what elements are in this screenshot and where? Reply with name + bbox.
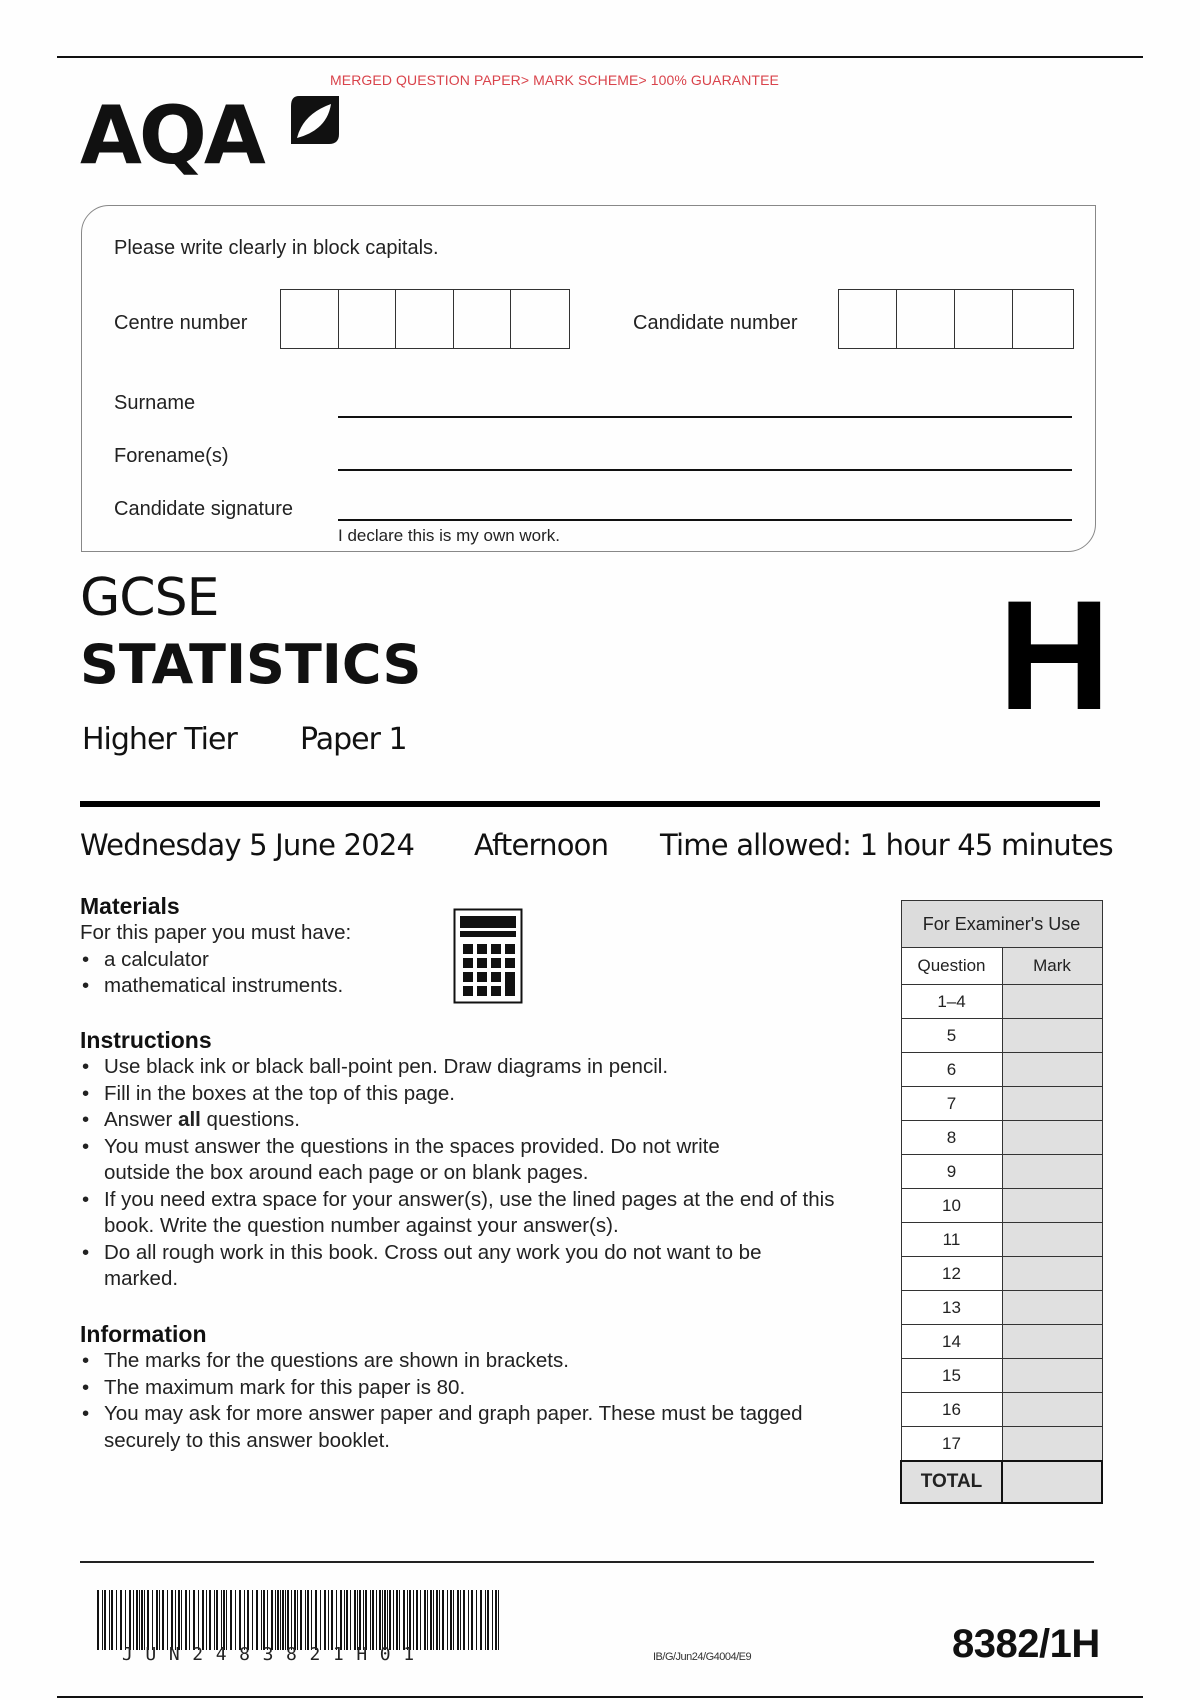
question-number-cell: 1–4 xyxy=(901,985,1002,1019)
bottom-rule xyxy=(57,1696,1143,1698)
barcode-bar xyxy=(263,1590,265,1650)
barcode-bar xyxy=(450,1590,452,1650)
examiner-table-row xyxy=(901,1121,1102,1155)
mark-cell[interactable] xyxy=(1002,1121,1102,1155)
barcode-bar xyxy=(252,1590,253,1650)
instruction-text: Answer xyxy=(104,1108,179,1131)
barcode-bar xyxy=(223,1590,225,1650)
barcode-bar xyxy=(297,1590,298,1650)
tier-label: Higher Tier xyxy=(82,722,237,757)
question-number-cell: 9 xyxy=(901,1155,1002,1189)
question-number-cell: 12 xyxy=(901,1257,1002,1291)
barcode-bar xyxy=(185,1590,187,1650)
aqa-logo xyxy=(80,88,350,188)
barcode-bar xyxy=(167,1590,168,1650)
barcode-bar xyxy=(285,1590,286,1650)
barcode-bar xyxy=(139,1590,140,1650)
barcode-bar xyxy=(424,1590,426,1650)
barcode-bar xyxy=(156,1590,158,1650)
centre-number-digit-1[interactable] xyxy=(281,290,339,348)
barcode-bar xyxy=(147,1590,149,1650)
examiner-table-row xyxy=(901,1155,1102,1189)
barcode-bar xyxy=(193,1590,195,1650)
signature-line xyxy=(338,519,1072,521)
signature-label: Candidate signature xyxy=(114,498,294,520)
aqa-leaf-logo-icon xyxy=(287,92,343,148)
barcode-bar xyxy=(436,1590,438,1650)
barcode-bar xyxy=(363,1590,364,1650)
instruction-item: • You must answer the questions in the spaces provided. Do not write outside the box around each page or on blank pages. xyxy=(80,1134,784,1187)
information-item: • You may ask for more answer paper and graph paper. These must be tagged securely to this answer booklet. xyxy=(80,1401,804,1454)
barcode-bar xyxy=(407,1590,408,1650)
mark-cell[interactable] xyxy=(1002,1325,1102,1359)
barcode-bar xyxy=(267,1590,268,1650)
examiner-table-row xyxy=(901,1257,1102,1291)
barcode-bar xyxy=(399,1590,400,1650)
barcode-bar xyxy=(136,1590,138,1650)
paper-code: 8382/1H xyxy=(952,1622,1100,1666)
mark-column-header: Mark xyxy=(1002,948,1102,985)
barcode-bar xyxy=(320,1590,321,1650)
mark-cell[interactable] xyxy=(1002,1393,1102,1427)
centre-number-label: Centre number xyxy=(114,312,248,334)
instructions-section xyxy=(80,1027,860,1293)
tier-letter: H xyxy=(998,569,1111,743)
barcode-bar xyxy=(261,1590,262,1650)
barcode-bar xyxy=(282,1590,284,1650)
barcode-bar xyxy=(485,1590,486,1650)
examiner-table-row xyxy=(901,1325,1102,1359)
barcode-bar xyxy=(382,1590,383,1650)
question-number-cell: 6 xyxy=(901,1053,1002,1087)
examiner-table-row xyxy=(901,1053,1102,1087)
mark-cell[interactable] xyxy=(1002,1257,1102,1291)
barcode-bar xyxy=(287,1590,289,1650)
barcode-bar xyxy=(206,1590,207,1650)
barcode-bar xyxy=(387,1590,388,1650)
barcode-bar xyxy=(159,1590,160,1650)
candidate-number-input[interactable] xyxy=(838,289,1074,349)
mark-cell[interactable] xyxy=(1002,1053,1102,1087)
barcode-bar xyxy=(492,1590,493,1650)
paper-label: Paper 1 xyxy=(300,722,407,757)
barcode-bar xyxy=(460,1590,461,1650)
barcode-bar xyxy=(393,1590,394,1650)
barcode-bar xyxy=(275,1590,276,1650)
centre-number-digit-4[interactable] xyxy=(454,290,512,348)
question-number-cell: 14 xyxy=(901,1325,1002,1359)
barcode-bar xyxy=(346,1590,348,1650)
exam-session: Afternoon xyxy=(474,828,609,862)
examiners-use-table xyxy=(900,900,1103,1504)
examiner-table-row xyxy=(901,1393,1102,1427)
barcode-bar xyxy=(495,1590,497,1650)
barcode-bar xyxy=(247,1590,249,1650)
mark-cell[interactable] xyxy=(1002,1087,1102,1121)
barcode-bar xyxy=(409,1590,411,1650)
barcode-bar xyxy=(311,1590,312,1650)
barcode-bar xyxy=(178,1590,180,1650)
barcode-bar xyxy=(439,1590,440,1650)
barcode-bar xyxy=(471,1590,473,1650)
materials-item: • mathematical instruments. xyxy=(80,973,440,1000)
barcode-bar xyxy=(476,1590,477,1650)
mark-cell[interactable] xyxy=(1002,1223,1102,1257)
barcode-bar xyxy=(354,1590,356,1650)
question-column-header: Question xyxy=(901,948,1002,985)
examiners-use-title: For Examiner's Use xyxy=(901,901,1102,948)
surname-label: Surname xyxy=(114,392,196,414)
examiner-table-row xyxy=(901,1291,1102,1325)
question-number-cell: 7 xyxy=(901,1087,1002,1121)
barcode-bar xyxy=(280,1590,281,1650)
candidate-number-digit-1[interactable] xyxy=(839,290,897,348)
barcode-bar xyxy=(152,1590,153,1650)
examiner-table-row xyxy=(901,1189,1102,1223)
barcode-bar xyxy=(487,1590,489,1650)
barcode-bar xyxy=(271,1590,273,1650)
instruction-item: • Fill in the boxes at the top of this page. xyxy=(80,1081,860,1108)
barcode-bar xyxy=(202,1590,204,1650)
barcode-bar xyxy=(430,1590,432,1650)
barcode-bar xyxy=(370,1590,371,1650)
barcode-bar xyxy=(111,1590,113,1650)
total-mark-cell[interactable] xyxy=(1002,1461,1102,1503)
barcode-bar xyxy=(120,1590,122,1650)
barcode-bar xyxy=(305,1590,306,1650)
information-heading: Information xyxy=(80,1321,207,1347)
information-list xyxy=(80,1348,820,1454)
question-number-cell: 10 xyxy=(901,1189,1002,1223)
barcode-bar xyxy=(116,1590,117,1650)
exam-date: Wednesday 5 June 2024 xyxy=(80,828,415,862)
title-divider xyxy=(80,801,1100,807)
footer-rule xyxy=(80,1561,1094,1563)
forenames-label: Forename(s) xyxy=(114,445,229,467)
information-item: • The maximum mark for this paper is 80. xyxy=(80,1375,820,1402)
aqa-logo-text: AQA xyxy=(80,89,263,182)
centre-number-digit-5[interactable] xyxy=(511,290,569,348)
question-number-cell: 16 xyxy=(901,1393,1002,1427)
time-allowed: Time allowed: 1 hour 45 minutes xyxy=(660,828,1113,862)
mark-cell[interactable] xyxy=(1002,1427,1102,1462)
barcode-bar xyxy=(340,1590,342,1650)
surname-line xyxy=(338,416,1072,418)
surname-field[interactable] xyxy=(338,380,1072,418)
centre-number-digit-2[interactable] xyxy=(339,290,397,348)
question-number-cell: 15 xyxy=(901,1359,1002,1393)
question-number-cell: 13 xyxy=(901,1291,1002,1325)
barcode-bar xyxy=(413,1590,414,1650)
barcode-bar xyxy=(239,1590,241,1650)
barcode-bar xyxy=(175,1590,176,1650)
candidate-number-digit-2[interactable] xyxy=(897,290,955,348)
barcode-bar xyxy=(256,1590,258,1650)
information-section xyxy=(80,1321,820,1454)
subject-title: STATISTICS xyxy=(80,633,422,696)
barcode-bar xyxy=(480,1590,482,1650)
document-reference: IB/G/Jun24/G4004/E9 xyxy=(653,1651,752,1663)
barcode-bar xyxy=(344,1590,345,1650)
barcode-bar xyxy=(315,1590,317,1650)
barcode-bar xyxy=(357,1590,358,1650)
examiner-table-row xyxy=(901,1019,1102,1053)
barcode-bar xyxy=(209,1590,211,1650)
examiner-table-row xyxy=(901,1223,1102,1257)
barcode-bar xyxy=(214,1590,215,1650)
barcode-bar xyxy=(336,1590,337,1650)
question-number-cell: 17 xyxy=(901,1427,1002,1462)
barcode-bar xyxy=(396,1590,398,1650)
barcode-bar xyxy=(125,1590,126,1650)
examiner-table-row xyxy=(901,1359,1102,1393)
barcode-bar xyxy=(447,1590,448,1650)
calculator-icon xyxy=(453,908,523,1004)
barcode-bar xyxy=(457,1590,459,1650)
barcode-bar xyxy=(324,1590,326,1650)
barcode-bar xyxy=(331,1590,333,1650)
barcode-bar xyxy=(144,1590,145,1650)
barcode-bar xyxy=(307,1590,309,1650)
centre-number-digit-3[interactable] xyxy=(396,290,454,348)
barcode-bar xyxy=(420,1590,421,1650)
materials-item: • a calculator xyxy=(80,947,440,974)
barcode-bar xyxy=(403,1590,405,1650)
barcode-bar xyxy=(221,1590,222,1650)
barcode-bar xyxy=(162,1590,164,1650)
instructions-list xyxy=(80,1054,860,1293)
barcode-bar xyxy=(350,1590,351,1650)
barcode-bar xyxy=(109,1590,110,1650)
barcode-bar xyxy=(198,1590,199,1650)
examiner-table-row xyxy=(901,985,1102,1019)
barcode-bar xyxy=(104,1590,106,1650)
examiner-table-row xyxy=(901,1087,1102,1121)
instruction-emphasis: all xyxy=(178,1108,201,1131)
mark-cell[interactable] xyxy=(1002,985,1102,1019)
materials-heading: Materials xyxy=(80,893,180,919)
total-label: TOTAL xyxy=(901,1461,1002,1503)
mark-cell[interactable] xyxy=(1002,1291,1102,1325)
barcode-bar xyxy=(181,1590,182,1650)
barcode-bar xyxy=(226,1590,227,1650)
materials-section xyxy=(80,893,440,1000)
instruction-item: • If you need extra space for your answer(s), use the lined pages at the end of this book. Write the question number against your answer(s). xyxy=(80,1187,860,1240)
centre-number-input[interactable] xyxy=(280,289,570,349)
signature-field[interactable] xyxy=(338,484,1072,520)
barcode-bar xyxy=(442,1590,444,1650)
barcode-bar xyxy=(372,1590,374,1650)
instruction-item: • Do all rough work in this book. Cross out any work you do not want to be marked. xyxy=(80,1240,784,1293)
question-number-cell: 5 xyxy=(901,1019,1002,1053)
instruction-item xyxy=(80,1107,860,1134)
barcode-bar xyxy=(277,1590,279,1650)
barcode-bar xyxy=(416,1590,418,1650)
merged-paper-banner: MERGED QUESTION PAPER> MARK SCHEME> 100% GUARANTEE xyxy=(330,72,779,88)
barcode-bar xyxy=(97,1590,99,1650)
candidate-number-digit-4[interactable] xyxy=(1013,290,1071,348)
barcode-bar xyxy=(133,1590,134,1650)
barcode-text: JUN2483821H01 xyxy=(122,1644,427,1665)
question-number-cell: 8 xyxy=(901,1121,1002,1155)
instructions-heading: Instructions xyxy=(80,1027,212,1053)
barcode-bar xyxy=(291,1590,292,1650)
barcode-bar xyxy=(384,1590,386,1650)
block-capitals-instruction: Please write clearly in block capitals. xyxy=(114,237,439,259)
examiner-table-row xyxy=(901,1427,1102,1462)
barcode-bar xyxy=(129,1590,131,1650)
barcode-bar xyxy=(498,1590,499,1650)
barcode-bar xyxy=(300,1590,302,1650)
mark-cell[interactable] xyxy=(1002,1189,1102,1223)
barcode xyxy=(97,1590,507,1650)
forenames-line xyxy=(338,469,1072,471)
qualification-title: GCSE xyxy=(80,568,219,628)
declaration-text: I declare this is my own work. xyxy=(338,526,561,545)
barcode-bar xyxy=(235,1590,236,1650)
barcode-bar xyxy=(244,1590,245,1650)
barcode-bar xyxy=(189,1590,190,1650)
barcode-bar xyxy=(328,1590,329,1650)
mark-cell[interactable] xyxy=(1002,1359,1102,1393)
barcode-bar xyxy=(359,1590,361,1650)
barcode-bar xyxy=(171,1590,173,1650)
barcode-bar xyxy=(376,1590,377,1650)
materials-intro: For this paper you must have: xyxy=(80,921,352,944)
barcode-bar xyxy=(379,1590,381,1650)
barcode-bar xyxy=(102,1590,103,1650)
question-number-cell: 11 xyxy=(901,1223,1002,1257)
barcode-bar xyxy=(389,1590,391,1650)
forenames-field[interactable] xyxy=(338,432,1072,470)
top-rule xyxy=(57,56,1143,58)
candidate-number-digit-3[interactable] xyxy=(955,290,1013,348)
barcode-bar xyxy=(468,1590,469,1650)
barcode-bar xyxy=(216,1590,218,1650)
barcode-bar xyxy=(141,1590,143,1650)
barcode-bar xyxy=(427,1590,428,1650)
instruction-item: • Use black ink or black ball-point pen. Draw diagrams in pencil. xyxy=(80,1054,860,1081)
barcode-bar xyxy=(365,1590,367,1650)
instruction-text: questions. xyxy=(200,1108,301,1131)
mark-cell[interactable] xyxy=(1002,1155,1102,1189)
barcode-bar xyxy=(453,1590,454,1650)
information-item: • The marks for the questions are shown in brackets. xyxy=(80,1348,820,1375)
materials-list xyxy=(80,947,440,1000)
barcode-bar xyxy=(433,1590,434,1650)
barcode-bar xyxy=(230,1590,232,1650)
barcode-bar xyxy=(294,1590,296,1650)
mark-cell[interactable] xyxy=(1002,1019,1102,1053)
candidate-number-label: Candidate number xyxy=(633,312,798,334)
barcode-bar xyxy=(463,1590,465,1650)
